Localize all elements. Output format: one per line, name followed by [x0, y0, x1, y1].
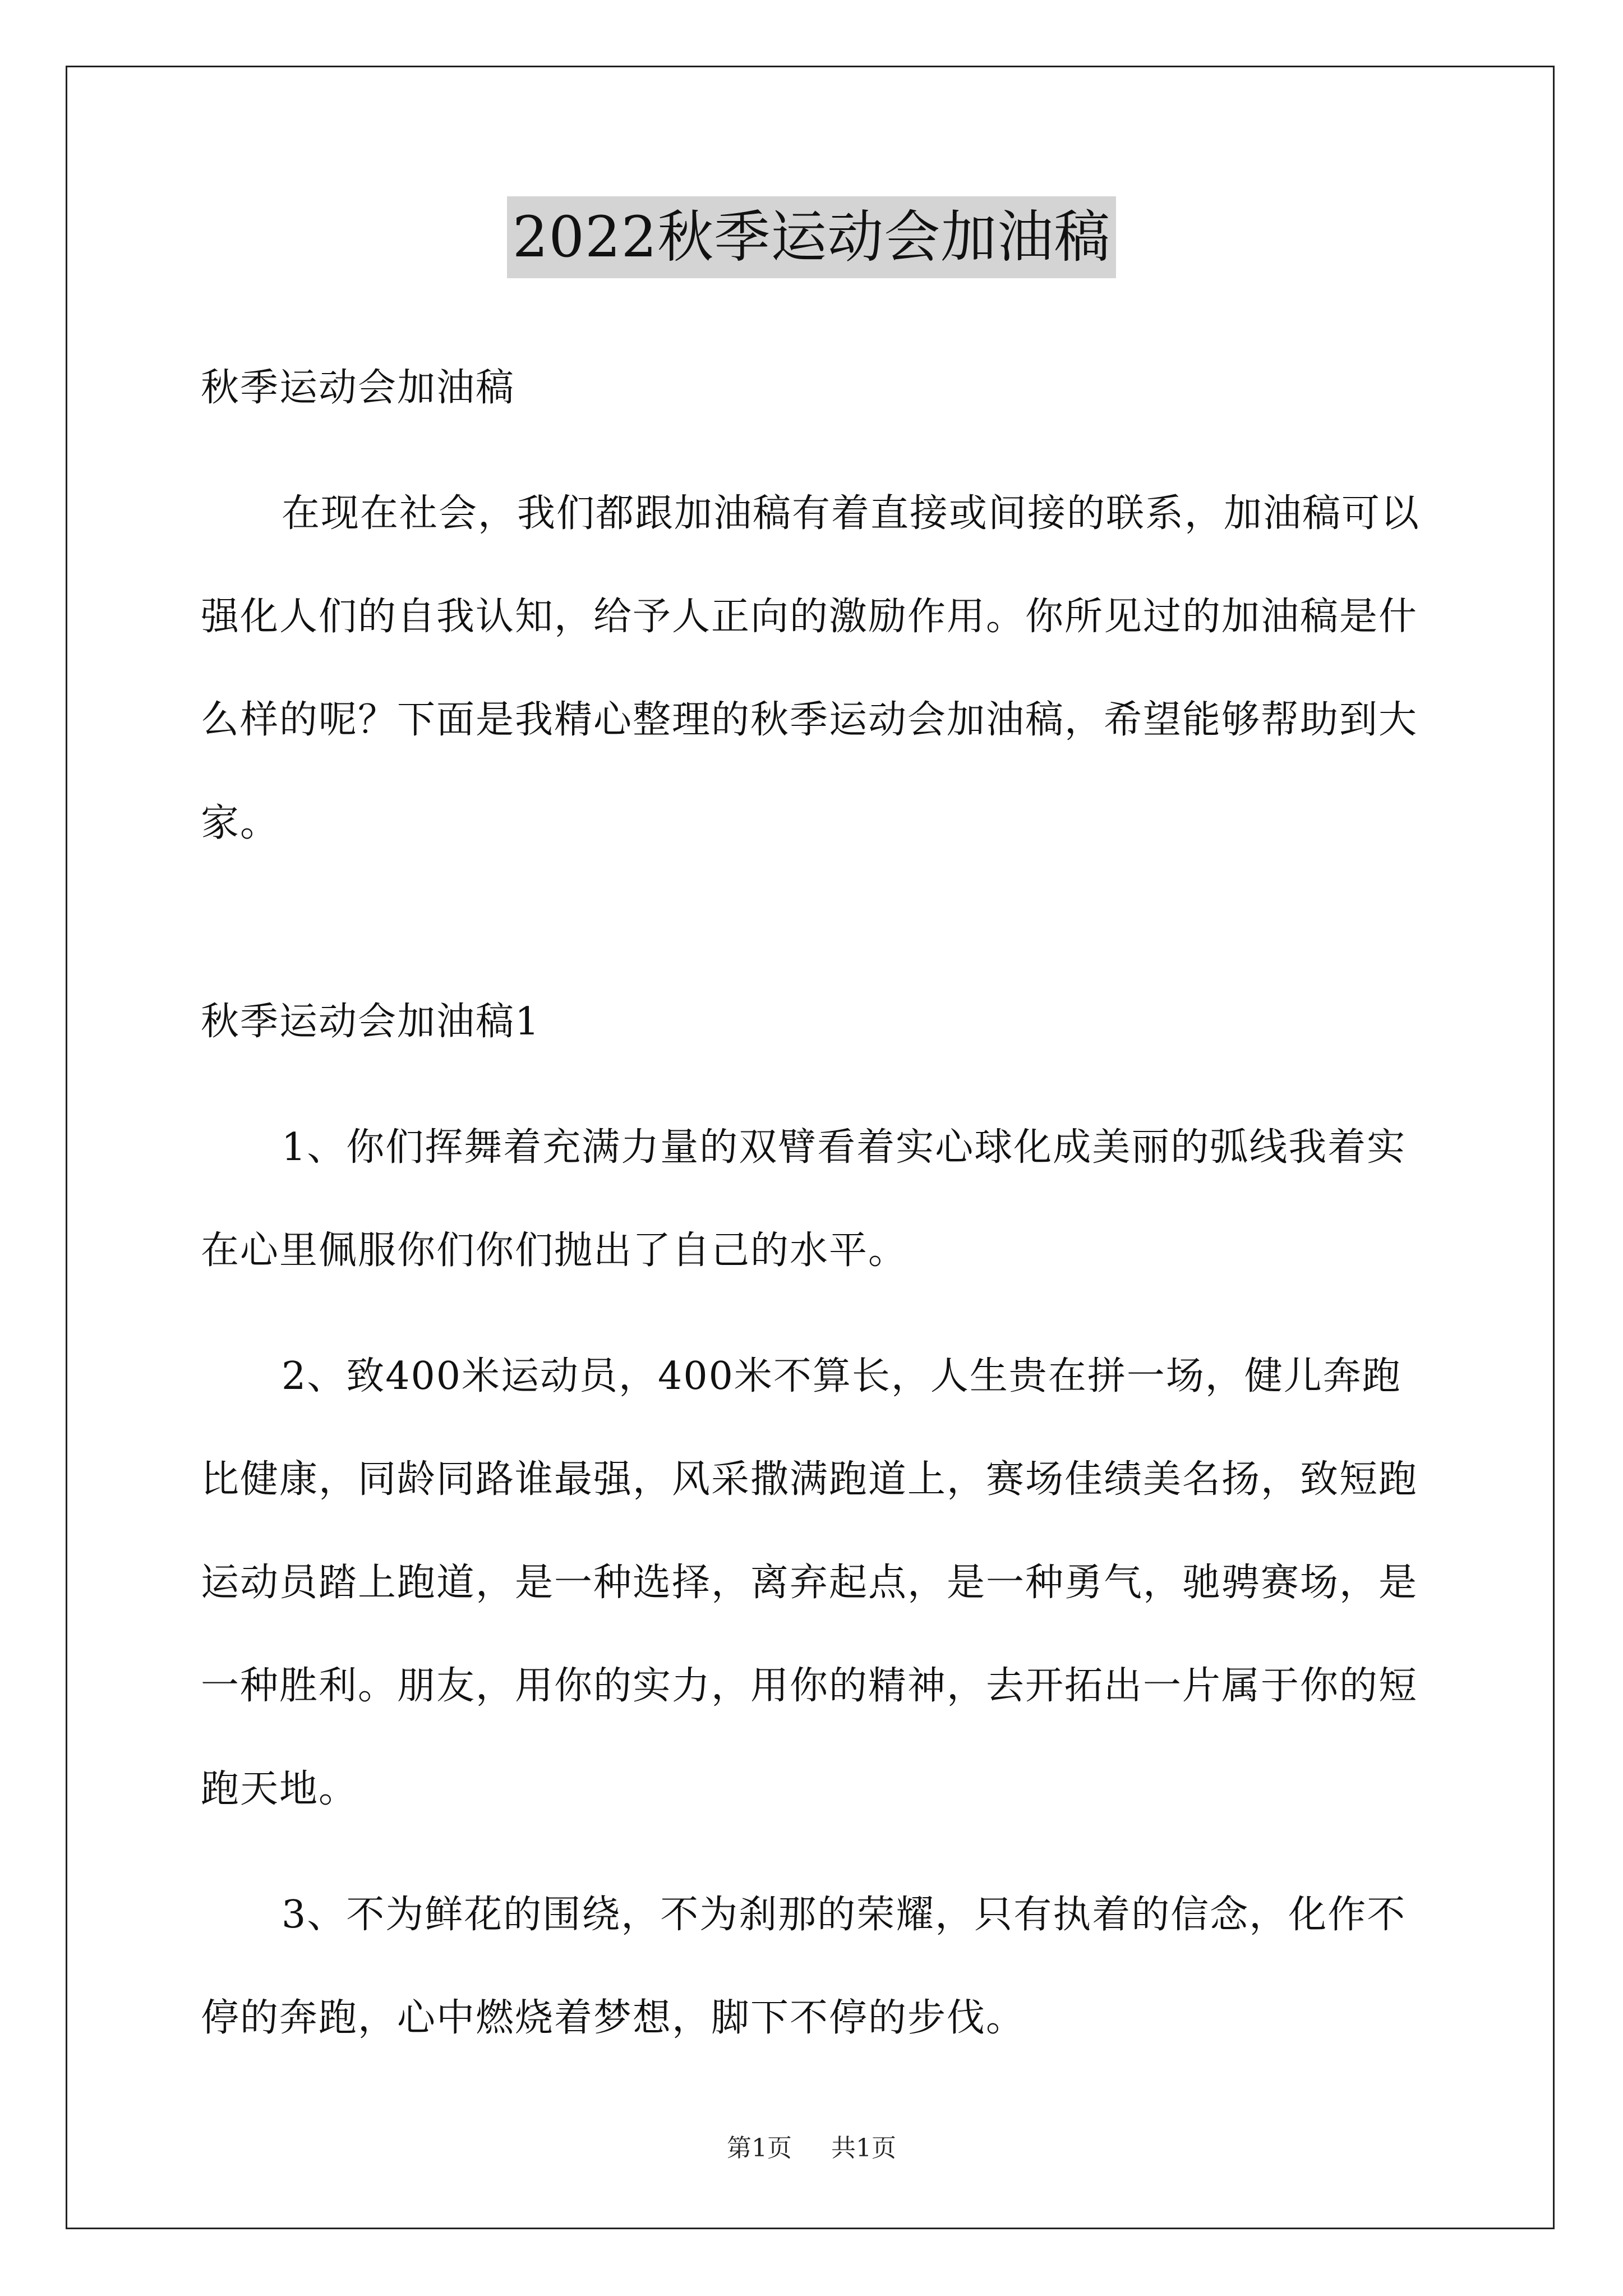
intro-paragraph: 在现在社会，我们都跟加油稿有着直接或间接的联系，加油稿可以强化人们的自我认知，给予人正向的激励作用。你所见过的加油稿是什么样的呢？下面是我精心整理的秋季运动会加油稿，希望能够帮助到大家。	[201, 491, 1421, 845]
page-total: 共1页	[831, 2134, 896, 2162]
list-item: 1、你们挥舞着充满力量的双臂看着实心球化成美丽的弧线我着实在心里佩服你们你们抛出了自己的水平。	[201, 1125, 1407, 1273]
spacer	[201, 440, 1423, 462]
title-container	[0, 196, 1623, 278]
spacer	[201, 875, 1423, 970]
document-body	[201, 337, 1423, 2070]
spacer	[201, 1841, 1423, 1864]
list-item: 2、致400米运动员，400米不算长，人生贵在拼一场，健儿奔跑比健康，同龄同路谁最强，风采撒满跑道上，赛场佳绩美名扬，致短跑运动员踏上跑道，是一种选择，离弃起点，是一种勇气，驰骋赛场，是一种胜利。朋友，用你的实力，用你的精神，去开拓出一片属于你的短跑天地。	[201, 1354, 1418, 1811]
document-title: 2022秋季运动会加油稿	[507, 196, 1117, 278]
list-item: 3、不为鲜花的围绕，不为刹那的荣耀，只有执着的信念，化作不停的奔跑，心中燃烧着梦想，脚下不停的步伐。	[201, 1893, 1407, 2040]
section-heading: 秋季运动会加油稿1	[201, 1000, 541, 1044]
page-footer	[0, 2132, 1623, 2165]
intro-heading: 秋季运动会加油稿	[201, 366, 515, 410]
spacer	[201, 1074, 1423, 1096]
spacer	[201, 1303, 1423, 1325]
page-number: 第1页	[727, 2134, 792, 2162]
